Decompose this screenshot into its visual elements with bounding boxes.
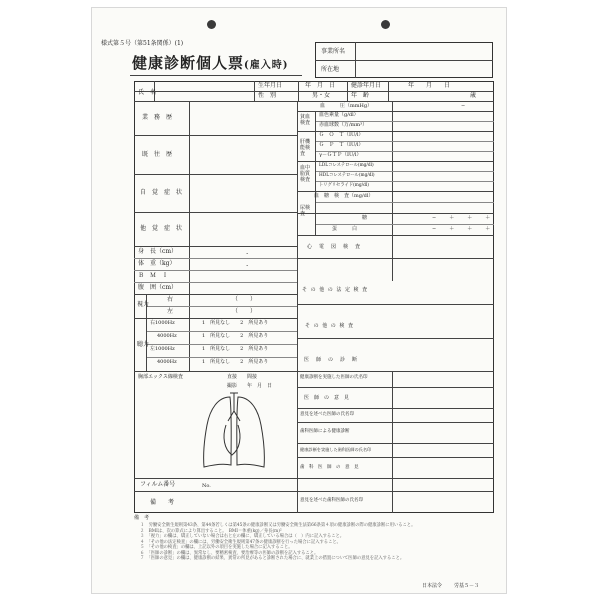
exam-date-label: 健診年月日 xyxy=(351,82,382,89)
ggt-label: γ－ＧＴＰ（IU/l） xyxy=(319,152,362,158)
page-title: 健康診断個人票(雇入時) xyxy=(132,54,289,72)
hearing-r1000-value: 1 所見なし 2 所見あり xyxy=(202,320,269,326)
age-label: 年 齢 xyxy=(351,92,370,99)
office-name-label: 事業所名 xyxy=(321,48,346,55)
punch-hole-icon xyxy=(207,20,216,29)
form-number: 様式第５号（第51条関係）(1) xyxy=(101,40,184,47)
notes-block xyxy=(140,523,495,562)
occupational-history-label: 業 務 歴 xyxy=(142,114,173,121)
blood-pressure-value: − xyxy=(461,103,466,109)
chest-xray-label: 胸部エックス線検査 xyxy=(138,374,183,380)
urine-sugar-label: 糖 xyxy=(362,215,368,221)
hearing-l1000-value: 1 所見なし 2 所見あり xyxy=(202,346,269,352)
form-sheet: 様式第５号（第51条関係）(1) 健康診断個人票(雇入時) 事業所名 所在地 氏 名 生年月日 年 月 日 健診年月日 年 月 日 性 別 男・女 年 齢 歳 業 務 歴 既 往 歴 自 覚 症 状 他 覚 症 状 身 長（cm） . 体 重（kg） . Ｂ Ｍ Ｉ 腹 囲（cm） 視力 右 （ ） 左 （ ） 聴力 右1000Hz 1 所見なし 2 所見あり 4000Hz 1 所見なし 2 所見あり 左1000Hz 1 所見なし 2 所見あり 4000Hz 1 所見なし 2 所見あり 胸部エックス線検査 直接 間接 撮影 年 月 日 フィルム番号 No. 備 考 血 圧（mmHg） − 貧血検査 血色素量（g/dl） 赤血球数（万/mm³） 肝機能検査 Ｇ Ｏ Ｔ（IU/l） Ｇ Ｐ Ｔ（IU/l） γ－ＧＴＰ（IU/l） 血中脂質検査 LDLコレステロール(mg/dl) HDLコレステロール(mg/dl) トリグリセライド(mg/dl) 血 糖 検 査（mg/dl） 尿検査 糖 − ＋ ＋ ＋ 蛋 白 − ＋ ＋ ＋ 心 電 図 検 査 そ の 他 の 法 定 検 査 そ の 他 の 検 査 医 師 の 診 断 健康診断を実施した医師の氏名印 医 師 の 意 見 意見を述べた医師の氏名印 歯科医師による健康診断 健康診断を実施した歯科医師の氏名印 歯 科 医 師 の 意 見 意見を述べた歯科医師の氏名印 備 考 １ 労働安全衛生規則第43条、第44条若しくは第45条の健康診断又は労働安全衛生法第66条第４項の健康診断の際の健康診断に用いること。 ２ BMIは、次の算式により算出すること。 BMI＝体重(kg)／身長(m)² ３ 「視力」の欄は、矯正していない場合は右と左の欄に、矯正している場合は（ ）内に記入すること。 ４ 「その他の法定検査」の欄には、労働安全衛生規則第47条の健康診断を行った場合に記入すること。 ５ 「その他の検査」の欄は、上記以外の項目を実施した場合に記入すること。 ６ 「医師の診断」の欄は、異常なし、要精密検査、要治療等の医師の診断を記入すること。 ７ 「医師の意見」の欄は、健康診断の結果、異常の所見があると診断された場合に、就業上の措置について医師の意見を記入すること。 日本法令 労基５－３ xyxy=(92,8,506,593)
vision-label: 視力 xyxy=(137,301,150,308)
doctor-diagnosis-label: 医 師 の 診 断 xyxy=(304,357,359,363)
exam-date-value: 年 月 日 xyxy=(408,82,454,89)
note-item: ６ 「医師の診断」の欄は、異常なし、要精密検査、要治療等の医師の診断を記入すること。 xyxy=(140,550,319,556)
notes-heading: 備 考 xyxy=(134,515,150,521)
subjective-symptoms-label: 自 覚 症 状 xyxy=(140,189,183,196)
height-label: 身 長（cm） xyxy=(138,248,178,255)
name-label: 氏 名 xyxy=(138,89,157,96)
punch-hole-icon xyxy=(381,20,390,29)
hemoglobin-label: 血色素量（g/dl） xyxy=(319,112,359,118)
sex-value: 男・女 xyxy=(312,92,331,99)
vision-right-value: （ ） xyxy=(232,296,257,303)
doctor-name-label: 健康診断を実施した医師の氏名印 xyxy=(300,375,368,380)
vision-right-label: 右 xyxy=(167,296,174,303)
bmi-label: Ｂ Ｍ Ｉ xyxy=(138,272,169,279)
urine-sugar-scale: − ＋ ＋ ＋ xyxy=(432,215,495,221)
dental-opinion-name-label: 意見を述べた歯科医師の氏名印 xyxy=(300,498,363,503)
urine-label: 尿検査 xyxy=(300,205,311,217)
past-history-label: 既 往 歴 xyxy=(142,151,173,158)
hearing-r4000-value: 1 所見なし 2 所見あり xyxy=(202,333,269,339)
remarks-label: 備 考 xyxy=(150,499,175,506)
dob-value: 年 月 日 xyxy=(305,82,336,89)
weight-label: 体 重（kg） xyxy=(138,260,176,267)
dob-label: 生年月日 xyxy=(258,82,283,89)
dental-doctor-name-label: 健康診断を実施した歯科医師の氏名印 xyxy=(300,447,372,452)
form-code: 労基５－３ xyxy=(454,583,480,589)
note-item: ５ 「その他の検査」の欄は、上記以外の項目を実施した場合に記入すること。 xyxy=(140,545,293,551)
note-item: ３ 「視力」の欄は、矯正していない場合は右と左の欄に、矯正している場合は（ ）内に記入すること。 xyxy=(140,534,345,540)
dental-exam-label: 歯科医師による健康診断 xyxy=(300,429,350,434)
publisher: 日本法令 xyxy=(422,583,443,589)
title-underline xyxy=(130,75,302,76)
hearing-r4000-label: 4000Hz xyxy=(157,333,177,339)
note-item: ７ 「医師の意見」の欄は、健康診断の結果、異常の所見があると診断された場合に、就業上の措置について医師の意見を記入すること。 xyxy=(140,556,405,562)
blood-pressure-label: 血 圧（mmHg） xyxy=(320,103,373,109)
liver-label: 肝機能検査 xyxy=(300,139,311,157)
tg-label: トリグリセライド(mg/dl) xyxy=(319,183,369,188)
sex-label: 性 別 xyxy=(258,92,277,99)
hearing-l4000-label: 4000Hz xyxy=(157,359,177,365)
vision-left-value: （ ） xyxy=(232,308,257,315)
blood-sugar-label: 血 糖 検 査（mg/dl） xyxy=(314,193,374,199)
urine-protein-scale: − ＋ ＋ ＋ xyxy=(432,226,495,232)
lipid-label: 血中脂質検査 xyxy=(300,165,311,183)
chest-xray-date: 撮影 年 月 日 xyxy=(227,383,273,389)
note-item: １ 労働安全衛生規則第43条、第44条若しくは第45条の健康診断又は労働安全衛生法第66条第４項の健康診断の際の健康診断に用いること。 xyxy=(140,523,416,528)
ecg-label: 心 電 図 検 査 xyxy=(307,244,362,250)
got-label: Ｇ Ｏ Ｔ（IU/l） xyxy=(319,132,364,138)
gpt-label: Ｇ Ｐ Ｔ（IU/l） xyxy=(319,142,364,148)
film-number-label: フィルム番号 xyxy=(140,481,176,488)
urine-protein-label: 蛋 白 xyxy=(332,226,358,232)
hearing-label: 聴力 xyxy=(137,341,150,348)
note-item: ２ BMIは、次の算式により算出すること。 BMI＝体重(kg)／身長(m)² xyxy=(140,528,282,534)
age-value: 歳 xyxy=(470,92,477,99)
hearing-l4000-value: 1 所見なし 2 所見あり xyxy=(202,359,269,365)
vision-left-label: 左 xyxy=(167,308,174,315)
anemia-label: 貧血検査 xyxy=(300,114,311,126)
other-statutory-label: そ の 他 の 法 定 検 査 xyxy=(302,287,369,293)
dental-opinion-label: 歯 科 医 師 の 意 見 xyxy=(300,465,359,470)
chest-xray-type: 直接 間接 xyxy=(227,374,258,380)
rbc-label: 赤血球数（万/mm³） xyxy=(319,122,368,128)
doctor-opinion-label: 医 師 の 意 見 xyxy=(304,395,350,401)
office-address-label: 所在地 xyxy=(321,66,340,73)
ldl-label: LDLコレステロール(mg/dl) xyxy=(319,163,374,168)
opinion-doctor-name-label: 意見を述べた医師の氏名印 xyxy=(300,412,354,417)
hearing-l1000-label: 左1000Hz xyxy=(150,346,175,352)
waist-label: 腹 囲（cm） xyxy=(138,284,178,291)
film-number-value: No. xyxy=(202,483,211,489)
note-item: ４ 「その他の法定検査」の欄には、労働安全衛生規則第47条の健康診断を行った場合に記入すること。 xyxy=(140,539,341,545)
objective-symptoms-label: 他 覚 症 状 xyxy=(140,225,183,232)
hearing-r1000-label: 右1000Hz xyxy=(150,320,175,326)
other-exam-label: そ の 他 の 検 査 xyxy=(305,323,354,329)
hdl-label: HDLコレステロール(mg/dl) xyxy=(319,173,375,178)
lungs-diagram-icon xyxy=(200,391,268,473)
